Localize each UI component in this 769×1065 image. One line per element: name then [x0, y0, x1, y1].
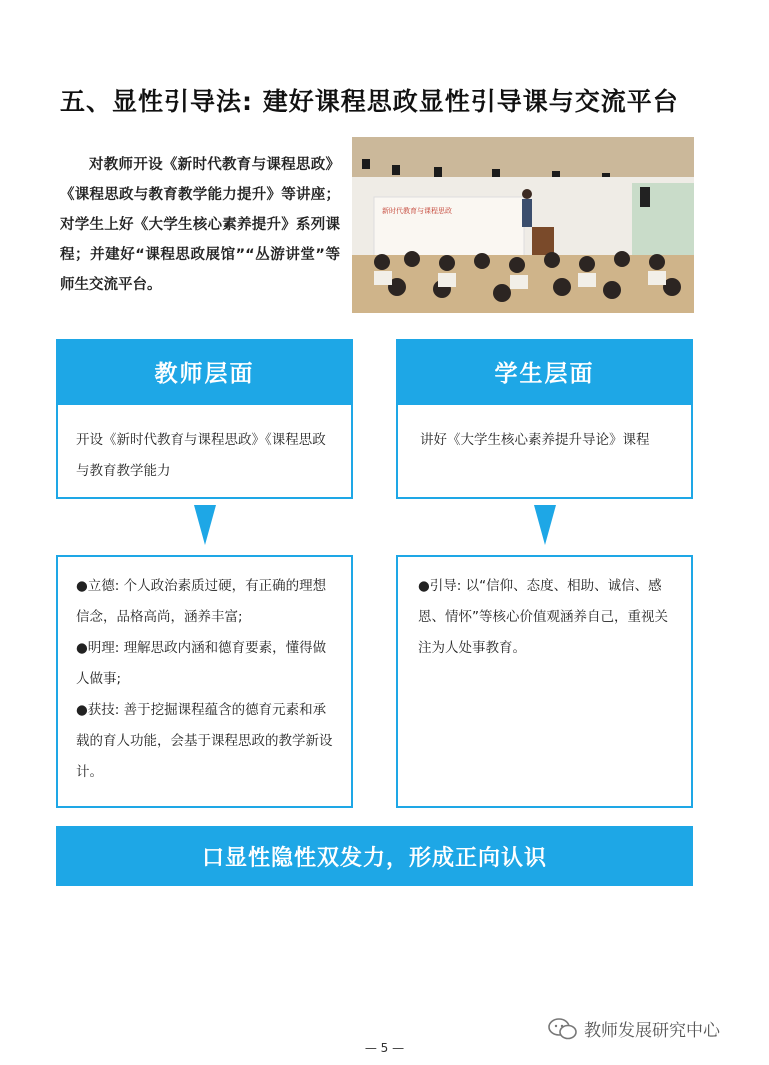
photo-screen-text: 新时代教育与课程思政	[382, 207, 452, 215]
teacher-points-box	[56, 555, 353, 808]
student-summary-box	[396, 403, 693, 499]
watermark-text: 教师发展研究中心	[584, 1021, 720, 1041]
bottom-banner: 口显性隐性双发力，形成正向认识	[56, 826, 693, 886]
teacher-summary-text: 开设《新时代教育与课程思政》《课程思政与教育教学能力	[76, 432, 326, 479]
teacher-point: ●立德: 个人政治素质过硬，有正确的理想信念，品格高尚，涵养丰富;	[76, 578, 327, 625]
teacher-point: ●获技: 善于挖掘课程蕴含的德育元素和承载的育人功能，会基于课程思政的教学新设计。	[76, 702, 333, 780]
teacher-down-arrow	[194, 505, 216, 545]
watermark	[548, 1016, 720, 1041]
page-title: 五、显性引导法: 建好课程思政显性引导课与交流平台	[60, 87, 679, 116]
student-down-arrow	[534, 505, 556, 545]
page-number: — 5 —	[364, 1041, 405, 1055]
teacher-summary-box	[56, 403, 353, 499]
lecture-photo	[352, 137, 694, 313]
intro-paragraph: 对教师开设《新时代教育与课程思政》《课程思政与教育教学能力提升》等讲座；对学生上好《大学生核心素养提升》系列课程；并建好“课程思政展馆”“丛游讲堂”等师生交流平台。	[60, 157, 340, 293]
wechat-icon	[548, 1018, 578, 1040]
student-point: ●引导: 以“信仰、态度、相助、诚信、感恩、情怀”等核心价值观涵养自己，重视关注为人处事教育。	[418, 578, 668, 656]
teacher-header: 教师层面	[56, 339, 353, 403]
student-header: 学生层面	[396, 339, 693, 403]
teacher-point: ●明理: 理解思政内涵和德育要素，懂得做人做事;	[76, 640, 327, 687]
student-points-box	[396, 555, 693, 808]
student-summary-text: 讲好《大学生核心素养提升导论》课程	[420, 432, 650, 448]
